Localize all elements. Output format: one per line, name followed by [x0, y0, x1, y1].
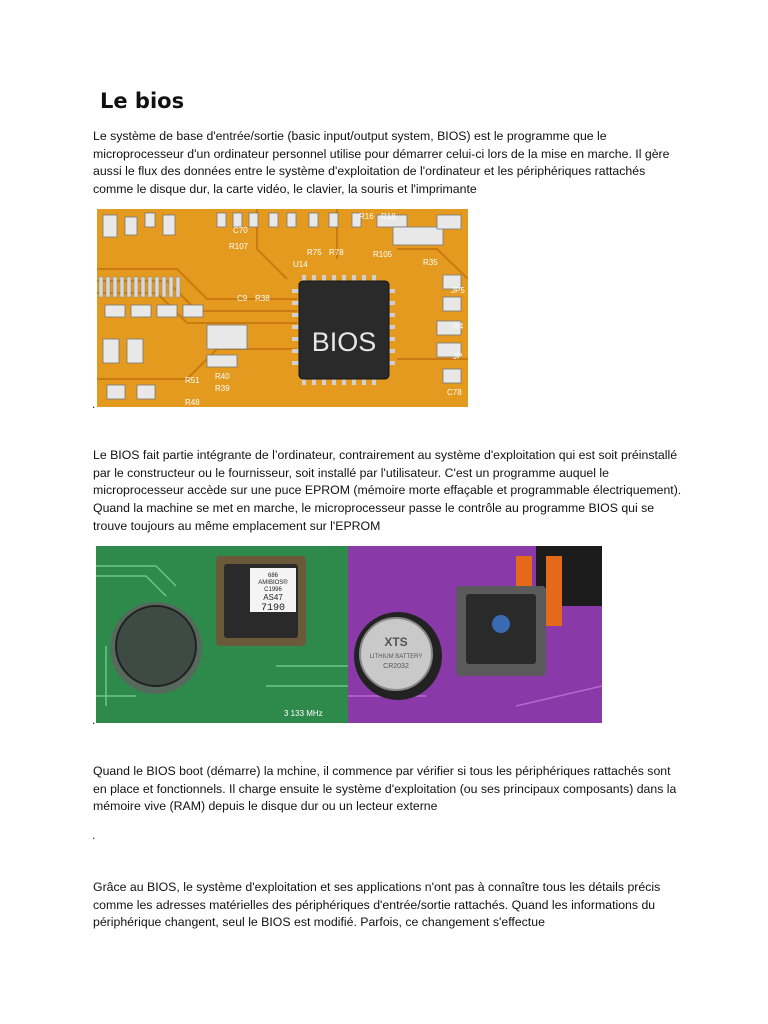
label-r78: R78 [329, 248, 344, 257]
amibios-line-3: C1996 [264, 587, 282, 593]
label-c70: C70 [233, 226, 248, 235]
label-r107: R107 [229, 242, 249, 251]
label-c9: C9 [237, 294, 248, 303]
label-r38: R38 [255, 294, 270, 303]
battery-brand: XTS [384, 635, 408, 649]
amibios-line-1: 686 [267, 573, 279, 579]
amibios-chips-photo [96, 546, 602, 723]
amibios-line-4: AS47 [263, 593, 283, 602]
label-c78: C78 [447, 388, 462, 397]
label-r4: R4 [453, 322, 464, 331]
board-label: 3 133 MHz [284, 709, 323, 718]
paragraph-boot: Quand le BIOS boot (démarre) la mchine, il commence par vérifier si tous les périphériques rattachés sont en place et fonctionnels. Il charge ensuite le système d'exploitation (ou ses principaux composants) dans la mémoire vive (RAM) depuis le disque dur ou un lecteur externe [93, 764, 677, 814]
page-title: Le bios [100, 89, 185, 113]
paragraph-eprom: Le BIOS fait partie intégrante de l’ordinateur, contrairement au système d'exploitation qui est soit préinstallé par le constructeur ou le fournisseur, soit installé par l'utilisateur. C'est un programme auquel le microprocesseur accède sur une puce EPROM (mémoire morte effaçable et programmable électriquement). Quand la machine se met en marche, le microprocesseur passe le contrôle au programme BIOS qui se trouve toujours au même emplacement sur l'EPROM [93, 448, 682, 533]
battery-type: LITHIUM BATTERY [369, 654, 423, 660]
label-r75: R75 [307, 248, 322, 257]
label-r48: R48 [185, 398, 200, 407]
label-r35: R35 [423, 258, 438, 267]
label-r39: R39 [215, 384, 230, 393]
bios-chip-illustration [97, 209, 468, 407]
bios-chip-label: BIOS [311, 327, 377, 357]
amibios-line-5: 7190 [260, 603, 286, 614]
separator-dot: . [92, 828, 96, 842]
amibios-illustration [96, 546, 602, 723]
battery-model: CR2032 [383, 663, 409, 670]
separator-dot: . [92, 397, 96, 411]
amibios-line-2: AMIBIOS® [258, 580, 288, 586]
label-u14: U14 [293, 260, 308, 269]
bios-chip-photo [97, 209, 468, 407]
paragraph-intro: Le système de base d'entrée/sortie (basic input/output system, BIOS) est le programme que le microprocesseur d'un ordinateur personnel utilise pour démarrer celui-ci lors de la mise en marche. Il gère aussi le flux des données entre le système d'exploitation de l'ordinateur et les périphériques rattachés comme le disque dur, la carte vidéo, le clavier, la souris et l'imprimante [93, 129, 670, 197]
label-r18: R18 [381, 212, 396, 221]
orange-slot-2 [546, 556, 562, 626]
label-jp5: JP5 [451, 286, 465, 295]
label-r105: R105 [373, 250, 393, 259]
label-r16: R16 [359, 212, 374, 221]
paragraph-abstraction: Grâce au BIOS, le système d'exploitation et ses applications n'ont pas à connaître tous les détails précis comme les adresses matérielles des périphériques d'entrée/sortie rattachés. Quand les informations du périphérique changent, seul le BIOS est modifié. Parfois, ce changement s'effectue [93, 880, 661, 930]
separator-dot: . [92, 713, 96, 727]
label-r51: R51 [185, 376, 200, 385]
label-jp: JP [453, 352, 463, 361]
label-r40: R40 [215, 372, 230, 381]
